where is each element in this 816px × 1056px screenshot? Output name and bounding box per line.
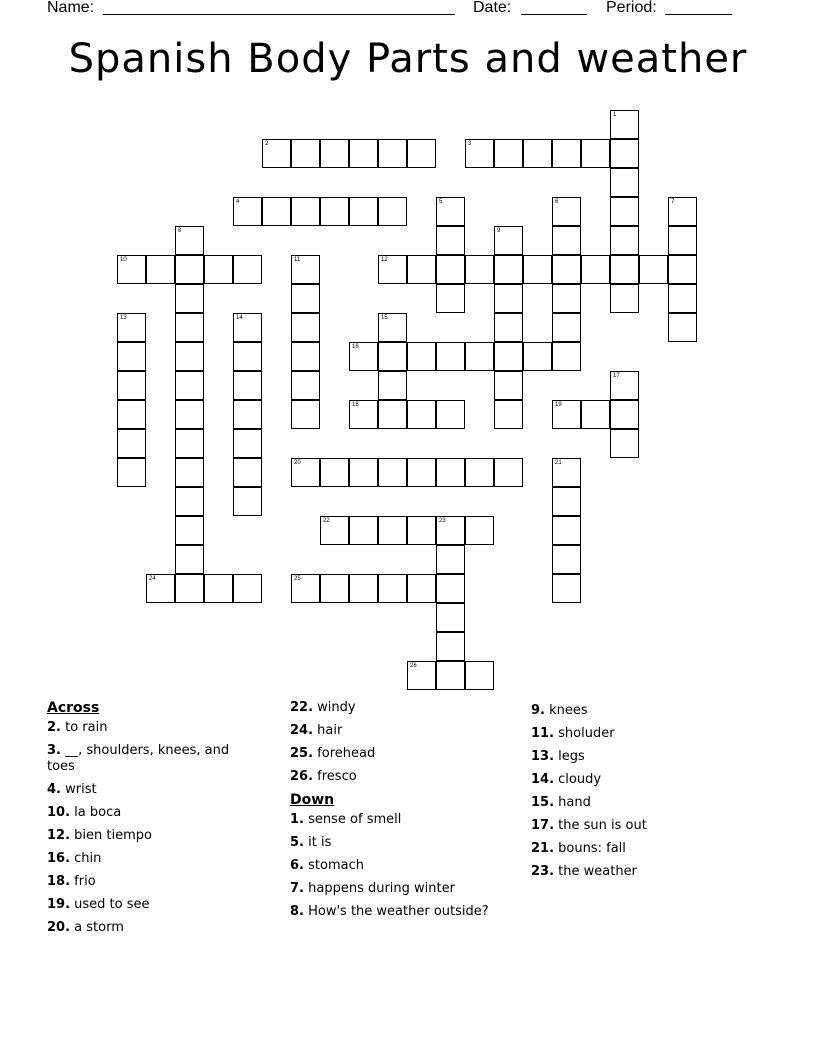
grid-cell[interactable] <box>146 574 175 603</box>
clue-number: 15. <box>531 795 555 810</box>
grid-cell[interactable] <box>552 400 581 429</box>
grid-cell[interactable] <box>349 516 378 545</box>
grid-cell[interactable] <box>436 661 465 690</box>
clue-number: 21. <box>531 841 555 856</box>
clue-text: the weather <box>554 864 637 879</box>
grid-cell[interactable] <box>320 197 349 226</box>
cell-number: 12 <box>381 257 388 263</box>
grid-cell[interactable] <box>117 458 146 487</box>
clue-number: 14. <box>531 772 555 787</box>
grid-cell[interactable] <box>117 342 146 371</box>
grid-cell[interactable] <box>233 371 262 400</box>
grid-cell[interactable] <box>233 574 262 603</box>
clues-column-3 <box>531 703 736 887</box>
clue-number: 5. <box>290 835 304 850</box>
cell-number: 22 <box>323 518 330 524</box>
clue-text: forehead <box>313 746 376 761</box>
grid-cell[interactable] <box>494 255 523 284</box>
across-clue <box>290 723 495 739</box>
clue-text: fresco <box>313 769 357 784</box>
cell-number: 17 <box>613 373 620 379</box>
grid-cell[interactable] <box>349 400 378 429</box>
across-clue <box>290 746 495 762</box>
grid-cell[interactable] <box>552 284 581 313</box>
grid-cell[interactable] <box>233 458 262 487</box>
clue-number: 4. <box>47 782 61 797</box>
grid-cell[interactable] <box>436 603 465 632</box>
grid-cell[interactable] <box>320 458 349 487</box>
grid-cell[interactable] <box>668 226 697 255</box>
clue-text: bien tiempo <box>70 828 152 843</box>
clues-column-1 <box>47 700 252 943</box>
grid-cell[interactable] <box>175 313 204 342</box>
grid-cell[interactable] <box>233 487 262 516</box>
clue-text: hand <box>554 795 591 810</box>
grid-cell[interactable] <box>175 342 204 371</box>
down-clue <box>531 749 736 765</box>
clue-number: 2. <box>47 720 61 735</box>
cell-number: 6 <box>555 199 559 205</box>
grid-cell[interactable] <box>204 574 233 603</box>
grid-cell[interactable] <box>378 139 407 168</box>
across-clue <box>290 700 495 716</box>
clue-text: a storm <box>70 920 124 935</box>
grid-cell[interactable] <box>175 371 204 400</box>
grid-cell[interactable] <box>233 400 262 429</box>
clue-text: la boca <box>70 805 122 820</box>
grid-cell[interactable] <box>552 197 581 226</box>
across-clue <box>47 805 252 821</box>
grid-cell[interactable] <box>494 342 523 371</box>
grid-cell[interactable] <box>291 371 320 400</box>
grid-cell[interactable] <box>349 342 378 371</box>
grid-cell[interactable] <box>378 458 407 487</box>
cell-number: 1 <box>613 112 617 118</box>
grid-cell[interactable] <box>494 139 523 168</box>
grid-cell[interactable] <box>552 545 581 574</box>
grid-cell[interactable] <box>175 226 204 255</box>
grid-cell[interactable] <box>407 400 436 429</box>
down-clue <box>531 726 736 742</box>
across-clue <box>47 920 252 936</box>
cell-number: 4 <box>236 199 240 205</box>
cell-number: 9 <box>497 228 501 234</box>
across-clue <box>47 874 252 890</box>
cell-number: 26 <box>410 663 417 669</box>
across-clue <box>290 769 495 785</box>
grid-cell[interactable] <box>175 545 204 574</box>
grid-cell[interactable] <box>465 661 494 690</box>
grid-cell[interactable] <box>378 400 407 429</box>
grid-cell[interactable] <box>407 574 436 603</box>
clue-text: windy <box>313 700 356 715</box>
grid-cell[interactable] <box>407 661 436 690</box>
grid-cell[interactable] <box>523 139 552 168</box>
grid-cell[interactable] <box>552 574 581 603</box>
grid-cell[interactable] <box>610 168 639 197</box>
cell-number: 23 <box>439 518 446 524</box>
grid-cell[interactable] <box>291 255 320 284</box>
grid-cell[interactable] <box>320 139 349 168</box>
grid-cell[interactable] <box>378 574 407 603</box>
cell-number: 13 <box>120 315 127 321</box>
clue-number: 3. <box>47 743 61 758</box>
grid-cell[interactable] <box>610 255 639 284</box>
clue-number: 19. <box>47 897 71 912</box>
cell-number: 21 <box>555 460 562 466</box>
grid-cell[interactable] <box>465 516 494 545</box>
grid-cell[interactable] <box>581 400 610 429</box>
grid-cell[interactable] <box>494 458 523 487</box>
grid-cell[interactable] <box>175 574 204 603</box>
grid-cell[interactable] <box>668 284 697 313</box>
period-label: Period: <box>606 0 657 16</box>
down-clue <box>531 703 736 719</box>
clue-number: 20. <box>47 920 71 935</box>
grid-cell[interactable] <box>175 255 204 284</box>
clue-number: 9. <box>531 703 545 718</box>
grid-cell[interactable] <box>262 139 291 168</box>
grid-cell[interactable] <box>117 255 146 284</box>
across-heading: Across <box>47 700 100 716</box>
page-title: Spanish Body Parts and weather <box>68 36 748 82</box>
grid-cell[interactable] <box>117 429 146 458</box>
grid-cell[interactable] <box>291 342 320 371</box>
grid-cell[interactable] <box>436 545 465 574</box>
clue-text: sense of smell <box>303 812 402 827</box>
grid-cell[interactable] <box>552 255 581 284</box>
grid-cell[interactable] <box>291 574 320 603</box>
clue-text: bouns: fall <box>554 841 626 856</box>
clue-number: 6. <box>290 858 304 873</box>
grid-cell[interactable] <box>291 458 320 487</box>
grid-cell[interactable] <box>436 226 465 255</box>
grid-cell[interactable] <box>465 255 494 284</box>
grid-cell[interactable] <box>436 574 465 603</box>
clue-text: __, shoulders, knees, and toes <box>47 743 230 774</box>
date-label: Date: <box>473 0 512 16</box>
clue-text: used to see <box>70 897 150 912</box>
cell-number: 10 <box>120 257 127 263</box>
grid-cell[interactable] <box>233 313 262 342</box>
grid-cell[interactable] <box>378 516 407 545</box>
grid-cell[interactable] <box>465 139 494 168</box>
clue-text: knees <box>544 703 588 718</box>
cell-number: 25 <box>294 576 301 582</box>
grid-cell[interactable] <box>117 313 146 342</box>
grid-cell[interactable] <box>494 313 523 342</box>
clue-number: 17. <box>531 818 555 833</box>
grid-cell[interactable] <box>233 197 262 226</box>
down-clue <box>531 818 736 834</box>
clue-number: 13. <box>531 749 555 764</box>
grid-cell[interactable] <box>436 632 465 661</box>
clue-text: wrist <box>60 782 97 797</box>
down-clue <box>290 858 495 874</box>
cell-number: 18 <box>352 402 359 408</box>
across-clue <box>47 851 252 867</box>
clue-text: the sun is out <box>554 818 647 833</box>
grid-cell[interactable] <box>552 226 581 255</box>
name-label: Name: <box>47 0 95 16</box>
grid-cell[interactable] <box>639 255 668 284</box>
clue-text: it is <box>303 835 332 850</box>
grid-cell[interactable] <box>378 371 407 400</box>
down-clue <box>531 795 736 811</box>
grid-cell[interactable] <box>291 284 320 313</box>
down-clue <box>531 772 736 788</box>
grid-cell[interactable] <box>610 197 639 226</box>
grid-cell[interactable] <box>378 197 407 226</box>
clue-text: frio <box>70 874 96 889</box>
cell-number: 3 <box>468 141 472 147</box>
grid-cell[interactable] <box>494 371 523 400</box>
grid-cell[interactable] <box>175 516 204 545</box>
cell-number: 8 <box>178 228 182 234</box>
grid-cell[interactable] <box>262 197 291 226</box>
grid-cell[interactable] <box>523 342 552 371</box>
clue-number: 8. <box>290 904 304 919</box>
grid-cell[interactable] <box>610 429 639 458</box>
grid-cell[interactable] <box>233 342 262 371</box>
clue-number: 24. <box>290 723 314 738</box>
clue-number: 7. <box>290 881 304 896</box>
grid-cell[interactable] <box>378 255 407 284</box>
grid-cell[interactable] <box>407 342 436 371</box>
clue-text: legs <box>554 749 585 764</box>
grid-cell[interactable] <box>291 197 320 226</box>
cell-number: 20 <box>294 460 301 466</box>
grid-cell[interactable] <box>378 313 407 342</box>
grid-cell[interactable] <box>610 226 639 255</box>
grid-cell[interactable] <box>175 400 204 429</box>
grid-cell[interactable] <box>552 487 581 516</box>
grid-cell[interactable] <box>552 458 581 487</box>
down-clue <box>290 881 495 897</box>
clues-column-2 <box>290 700 495 927</box>
grid-cell[interactable] <box>175 487 204 516</box>
grid-cell[interactable] <box>668 313 697 342</box>
cell-number: 16 <box>352 344 359 350</box>
clue-number: 25. <box>290 746 314 761</box>
grid-cell[interactable] <box>436 516 465 545</box>
clue-text: hair <box>313 723 343 738</box>
grid-cell[interactable] <box>581 255 610 284</box>
grid-cell[interactable] <box>233 255 262 284</box>
clue-text: to rain <box>60 720 108 735</box>
grid-cell[interactable] <box>349 197 378 226</box>
grid-cell[interactable] <box>610 284 639 313</box>
down-clue <box>531 864 736 880</box>
cell-number: 15 <box>381 315 388 321</box>
grid-cell[interactable] <box>436 197 465 226</box>
clue-number: 23. <box>531 864 555 879</box>
grid-cell[interactable] <box>436 284 465 313</box>
clue-number: 16. <box>47 851 71 866</box>
clue-text: stomach <box>303 858 364 873</box>
grid-cell[interactable] <box>204 255 233 284</box>
down-clue <box>290 904 495 920</box>
cell-number: 14 <box>236 315 243 321</box>
grid-cell[interactable] <box>465 458 494 487</box>
across-clue <box>47 828 252 844</box>
down-heading: Down <box>290 792 335 808</box>
grid-cell[interactable] <box>610 371 639 400</box>
cell-number: 5 <box>439 199 443 205</box>
grid-cell[interactable] <box>436 458 465 487</box>
grid-cell[interactable] <box>610 400 639 429</box>
grid-cell[interactable] <box>175 284 204 313</box>
grid-cell[interactable] <box>349 574 378 603</box>
grid-cell[interactable] <box>668 197 697 226</box>
grid-cell[interactable] <box>523 255 552 284</box>
grid-cell[interactable] <box>378 342 407 371</box>
grid-cell[interactable] <box>610 110 639 139</box>
grid-cell[interactable] <box>407 255 436 284</box>
clue-number: 22. <box>290 700 314 715</box>
grid-cell[interactable] <box>117 400 146 429</box>
clue-number: 1. <box>290 812 304 827</box>
grid-cell[interactable] <box>291 313 320 342</box>
grid-cell[interactable] <box>552 313 581 342</box>
down-clue <box>290 835 495 851</box>
grid-cell[interactable] <box>436 342 465 371</box>
grid-cell[interactable] <box>552 139 581 168</box>
grid-cell[interactable] <box>320 574 349 603</box>
cell-number: 24 <box>149 576 156 582</box>
grid-cell[interactable] <box>581 139 610 168</box>
grid-cell[interactable] <box>291 400 320 429</box>
cell-number: 7 <box>671 199 675 205</box>
clue-number: 18. <box>47 874 71 889</box>
clue-number: 10. <box>47 805 71 820</box>
grid-cell[interactable] <box>146 255 175 284</box>
clue-text: sholuder <box>554 726 615 741</box>
clue-text: chin <box>70 851 102 866</box>
grid-cell[interactable] <box>175 458 204 487</box>
down-clue <box>290 812 495 828</box>
across-clue <box>47 782 252 798</box>
clue-number: 12. <box>47 828 71 843</box>
grid-cell[interactable] <box>175 429 204 458</box>
grid-cell[interactable] <box>407 516 436 545</box>
grid-cell[interactable] <box>349 139 378 168</box>
cell-number: 11 <box>294 257 301 263</box>
grid-cell[interactable] <box>552 342 581 371</box>
cell-number: 19 <box>555 402 562 408</box>
grid-cell[interactable] <box>436 400 465 429</box>
across-clue <box>47 743 252 775</box>
grid-cell[interactable] <box>494 400 523 429</box>
clue-number: 11. <box>531 726 555 741</box>
clue-text: How's the weather outside? <box>303 904 489 919</box>
grid-cell[interactable] <box>465 342 494 371</box>
grid-cell[interactable] <box>407 458 436 487</box>
grid-cell[interactable] <box>291 139 320 168</box>
grid-cell[interactable] <box>436 255 465 284</box>
across-clue <box>47 897 252 913</box>
grid-cell[interactable] <box>233 429 262 458</box>
grid-cell[interactable] <box>494 226 523 255</box>
grid-cell[interactable] <box>668 255 697 284</box>
grid-cell[interactable] <box>494 284 523 313</box>
grid-cell[interactable] <box>117 371 146 400</box>
grid-cell[interactable] <box>552 516 581 545</box>
down-clue <box>531 841 736 857</box>
grid-cell[interactable] <box>349 458 378 487</box>
clue-text: happens during winter <box>303 881 455 896</box>
clue-text: cloudy <box>554 772 602 787</box>
cell-number: 2 <box>265 141 269 147</box>
grid-cell[interactable] <box>610 139 639 168</box>
across-clue <box>47 720 252 736</box>
clue-number: 26. <box>290 769 314 784</box>
grid-cell[interactable] <box>320 516 349 545</box>
grid-cell[interactable] <box>407 139 436 168</box>
